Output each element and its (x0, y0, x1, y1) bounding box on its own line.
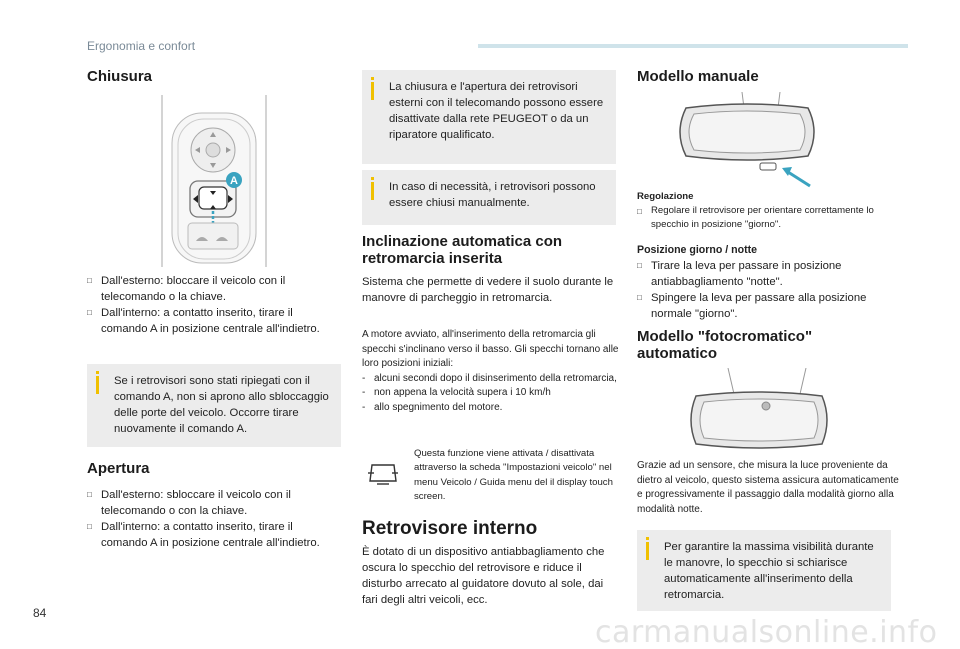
inclinazione-title: Inclinazione automatica con retromarcia inserita (362, 233, 563, 268)
retrovisore-interno-text: È dotato di un dispositivo antiabbagliamento che oscura lo specchio del retrovisore e riduce il disturbo arrecato al guidatore dovuto al sole, dai fari degli altri veicoli, ecc. (362, 546, 605, 607)
list-item: □ Dall'interno: a contatto inserito, tirare il comando A in posizione centrale all'indietro. (87, 519, 342, 551)
info-icon (371, 182, 374, 200)
motor-section: A motore avviato, all'inserimento della retromarcia gli specchi s'inclinano verso il basso. Gli specchi tornano alle loro posizioni iniziali: - alcuni secondi dopo il disinserimento della retromarcia, - non appena la velocità supera i 10 km/h - allo spegnimento del motore. (362, 328, 620, 415)
touchscreen-icon (366, 461, 400, 487)
checkbox-icon: □ (87, 276, 92, 285)
inclinazione-text: Sistema che permette di vedere il suolo durante le manovre di parcheggio in retromarcia. (362, 276, 614, 305)
checkbox-icon: □ (637, 261, 642, 270)
list-item: □ Regolare il retrovisore per orientare correttamente lo specchio in posizione "giorno". (637, 204, 895, 233)
chiusura-title: Chiusura (87, 68, 153, 85)
info-note: In caso di necessità, i retrovisori possono essere chiusi manualmente. (362, 170, 616, 225)
info-note: La chiusura e l'apertura dei retrovisori esterni con il telecomando possono essere disattivate dalla rete PEUGEOT o da un riparatore qualificato. (362, 70, 616, 164)
header-divider (478, 44, 908, 48)
chiusura-list (87, 273, 342, 337)
regolazione-label: Regolazione (637, 191, 694, 202)
posizione-label: Posizione giorno / notte (637, 244, 758, 256)
list-item: □ Dall'interno: a contatto inserito, tirare il comando A in posizione centrale all'indietro. (87, 305, 342, 337)
list-item: - non appena la velocità supera i 10 km/h (362, 387, 551, 398)
section-header: Ergonomia e confort (87, 39, 196, 53)
list-item: □ Tirare la leva per passare in posizione antiabbagliamento "notte". (637, 258, 895, 290)
watermark: carmanualsonline.info (595, 615, 938, 649)
checkbox-icon: □ (87, 308, 92, 318)
list-item: □ Dall'esterno: bloccare il veicolo con il telecomando o la chiave. (87, 273, 342, 305)
list-item: □ Spingere la leva per passare alla posizione normale "giorno". (637, 290, 895, 322)
info-icon (96, 376, 99, 394)
page-number: 84 (33, 606, 47, 620)
touchscreen-note: Questa funzione viene attivata / disattivata attraverso la scheda "Impostazioni veicolo" nel menu Veicolo / Guida menu del il display touch screen. (414, 448, 613, 503)
info-note: Per garantire la massima visibilità durante le manovre, lo specchio si schiarisce automaticamente all'inserimento della retromarcia. (637, 530, 891, 611)
checkbox-icon: □ (637, 207, 642, 216)
mirror-control-illustration (158, 95, 270, 267)
apertura-list (87, 487, 342, 551)
info-icon (646, 542, 649, 560)
list-item: - alcuni secondi dopo il disinserimento della retromarcia, (362, 372, 617, 384)
retrovisore-interno-title: Retrovisore interno (362, 518, 538, 539)
checkbox-icon: □ (637, 293, 642, 303)
posizione-list (637, 258, 895, 322)
photochromic-mirror-illustration (684, 368, 834, 454)
fotocromatico-text: Grazie ad un sensore, che misura la luce proveniente da dietro al veicolo, questo sistema assicura automaticamente e progressivamente il passaggio dalla modalità giorno alla modalità notte. (637, 460, 899, 515)
checkbox-icon: □ (87, 490, 92, 499)
manual-mirror-illustration (672, 92, 822, 188)
apertura-title: Apertura (87, 460, 150, 477)
modello-fotocromatico-title: Modello "fotocromatico" automatico (637, 328, 813, 363)
list-item: □ Dall'esterno: sbloccare il veicolo con il telecomando o con la chiave. (87, 487, 342, 519)
checkbox-icon: □ (87, 522, 92, 532)
info-icon (371, 82, 374, 100)
list-item: - allo spegnimento del motore. (362, 401, 503, 413)
modello-manuale-title: Modello manuale (637, 68, 759, 85)
callout-a: A (230, 175, 238, 187)
info-note: Se i retrovisori sono stati ripiegati con il comando A, non si aprono allo sbloccaggio delle porte del veicolo. Occorre tirare nuovamente il comando A. (87, 364, 341, 447)
